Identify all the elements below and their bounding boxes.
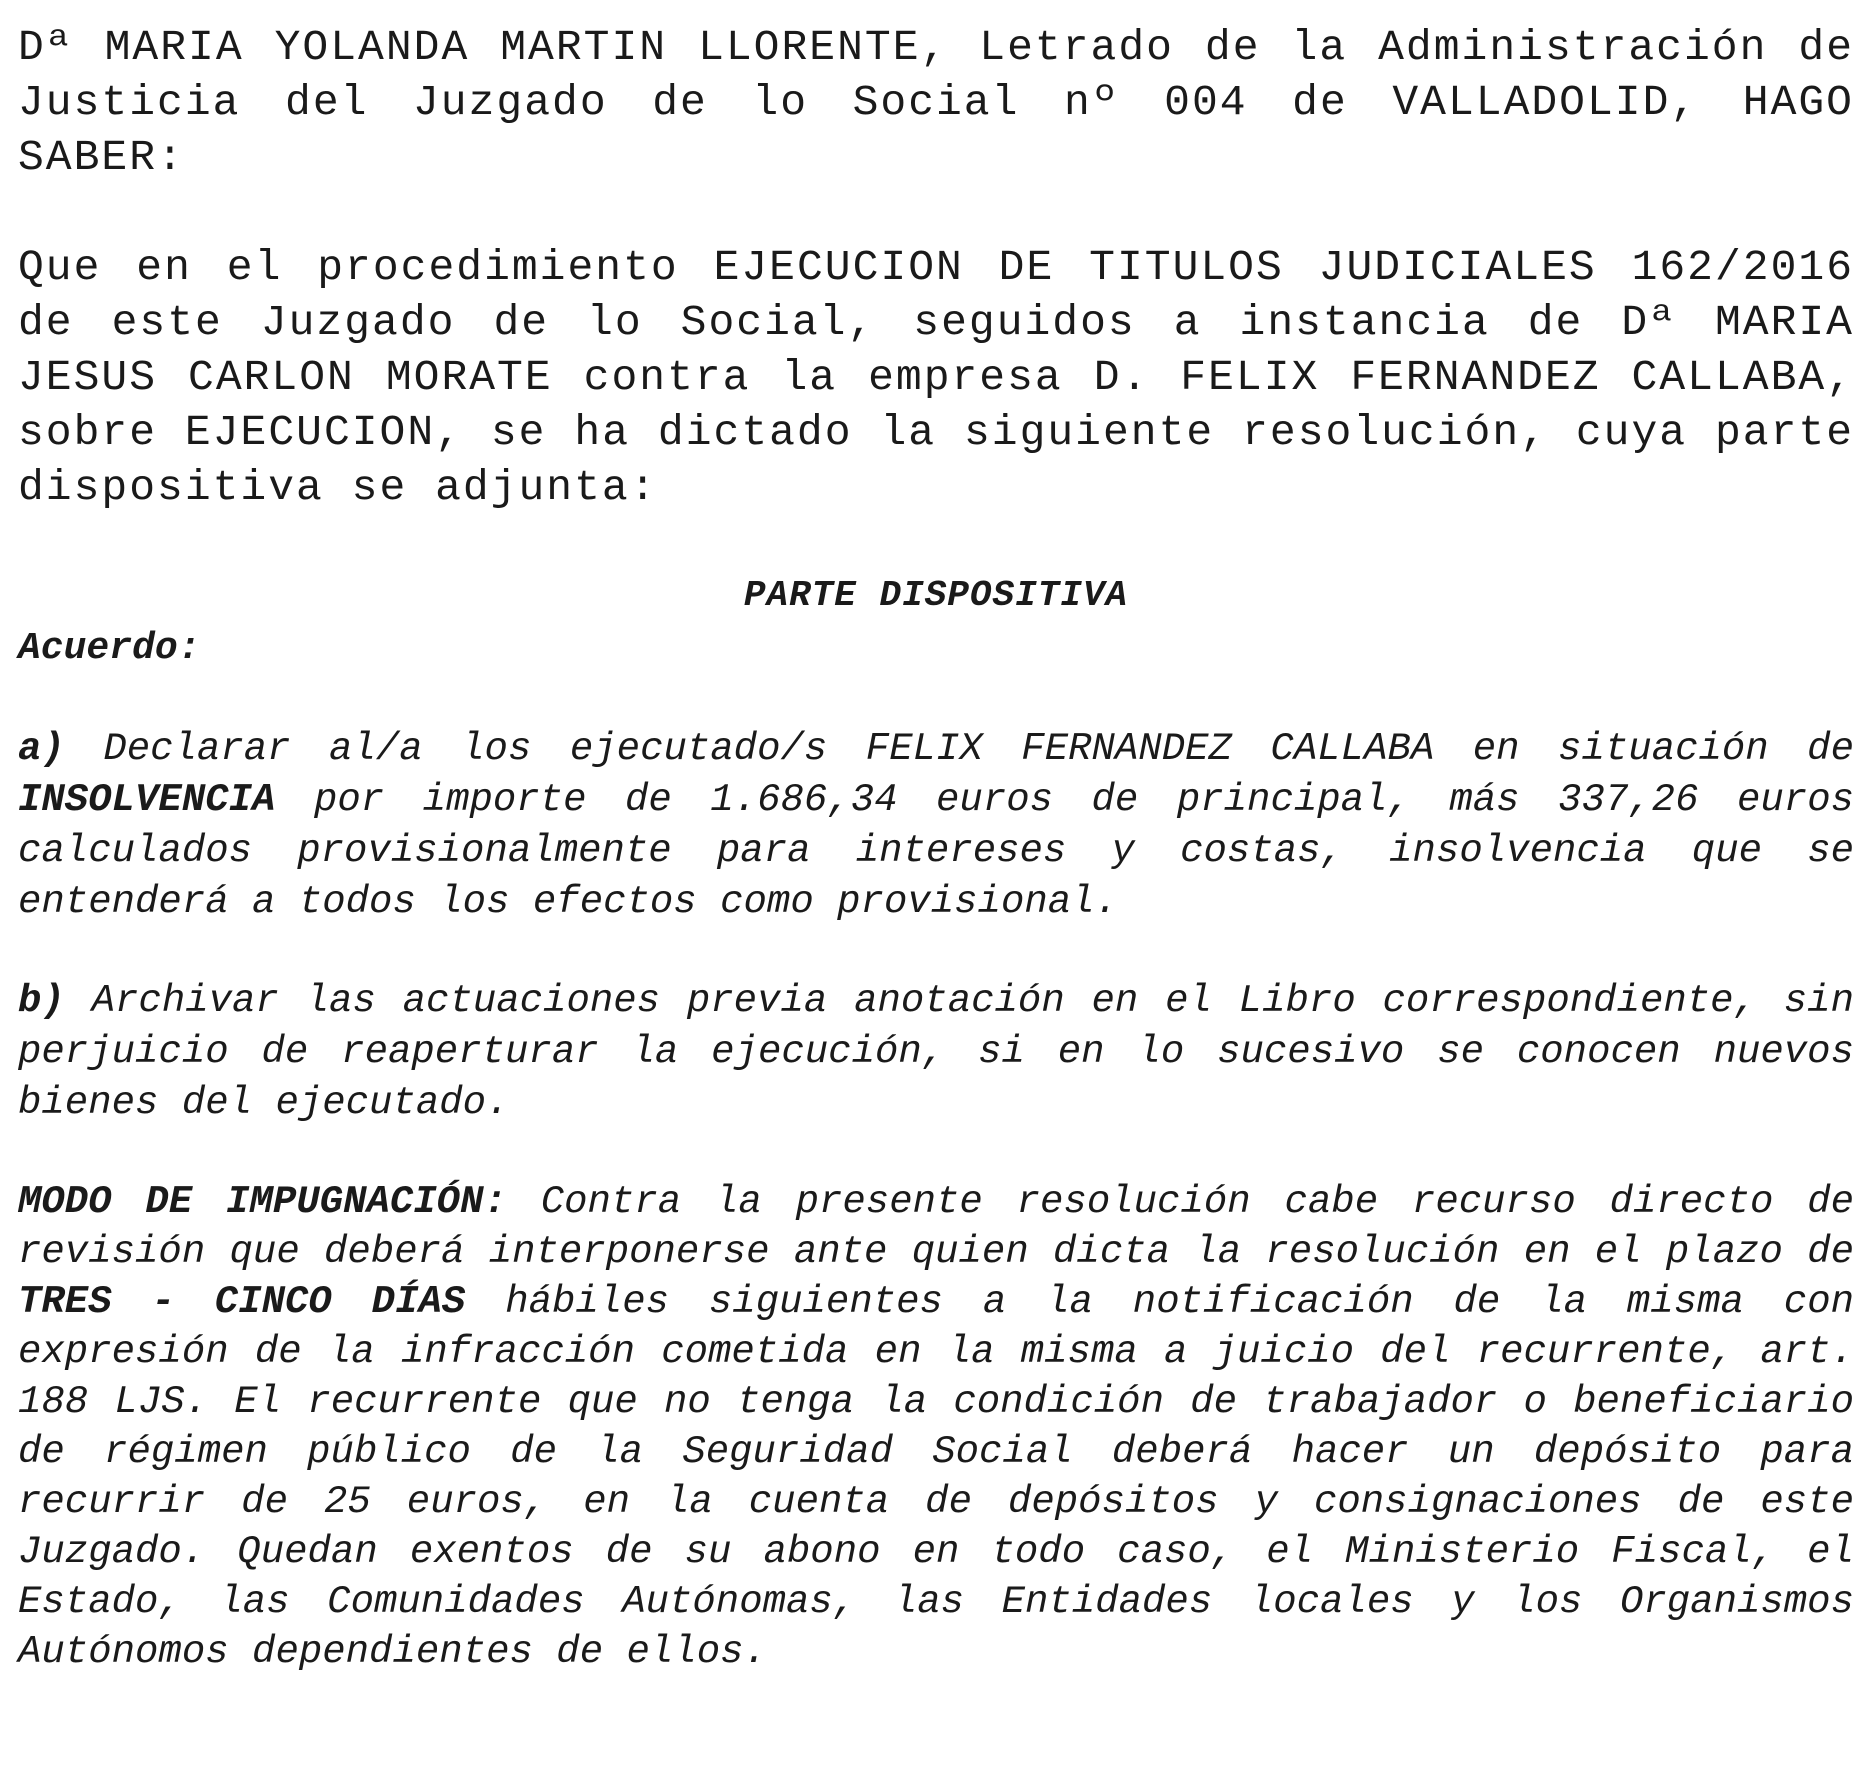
agreement-label: Acuerdo: <box>18 627 201 670</box>
spacer <box>18 928 1854 976</box>
item-a-bold-term: INSOLVENCIA <box>18 778 276 822</box>
item-b-text: Archivar las actuaciones previa anotación en el Libro correspondiente, sin perjuicio de reaperturar la ejecución, si en lo sucesivo se conocen nuevos bienes del ejecutado. <box>18 979 1854 1125</box>
procedure-paragraph: Que en el procedimiento EJECUCION DE TITULOS JUDICIALES 162/2016 de este Juzgado de lo Social, seguidos a instancia de Dª MARIA JESUS CARLON MORATE contra la empresa D. FELIX FERNANDEZ CALLABA, sobre EJECUCION, se ha dictado la siguiente resolución, cuya parte dispositiva se adjunta: <box>18 243 1854 512</box>
impugnation-paragraph <box>18 1177 1854 1677</box>
impugnation-text-after: hábiles siguientes a la notificación de la misma con expresión de la infracción cometida en la misma a juicio del recurrente, art. 188 LJS. El recurrente que no tenga la condición de trabajador o beneficiario de régimen público de la Seguridad Social deberá hacer un depósito para recurrir de 25 euros, en la cuenta de depósitos y consignaciones de este Juzgado. Quedan exentos de su abono en todo caso, el Ministerio Fiscal, el Estado, las Comunidades Autónomas, las Entidades locales y los Organismos Autónomos dependientes de ellos. <box>18 1280 1854 1674</box>
section-title: PARTE DISPOSITIVA <box>743 575 1129 616</box>
item-b-marker: b) <box>18 979 65 1023</box>
impugnation-bold-term: TRES - CINCO DÍAS <box>18 1280 466 1324</box>
item-b-paragraph <box>18 976 1854 1129</box>
document-page <box>18 20 1854 1677</box>
item-a-text-after: por importe de 1.686,34 euros de principal, más 337,26 euros calculados provisionalmente para intereses y costas, insolvencia que se entenderá a todos los efectos como provisional. <box>18 778 1854 924</box>
item-a-paragraph <box>18 724 1854 928</box>
spacer <box>18 676 1854 724</box>
impugnation-label: MODO DE IMPUGNACIÓN: <box>18 1180 507 1224</box>
spacer <box>18 515 1854 570</box>
impugnation-text-before: Contra la presente resolución cabe recurso directo de revisión que deberá interponerse ante quien dicta la resolución en el plazo de <box>18 1180 1855 1274</box>
item-a-marker: a) <box>18 727 65 771</box>
intro-paragraph: Dª MARIA YOLANDA MARTIN LLORENTE, Letrado de la Administración de Justicia del Juzgado de lo Social nº 004 de VALLADOLID, HAGO SABER: <box>18 23 1854 182</box>
spacer <box>18 185 1854 240</box>
spacer <box>18 1129 1854 1177</box>
item-a-text-before: Declarar al/a los ejecutado/s FELIX FERNANDEZ CALLABA en situación de <box>103 727 1854 771</box>
